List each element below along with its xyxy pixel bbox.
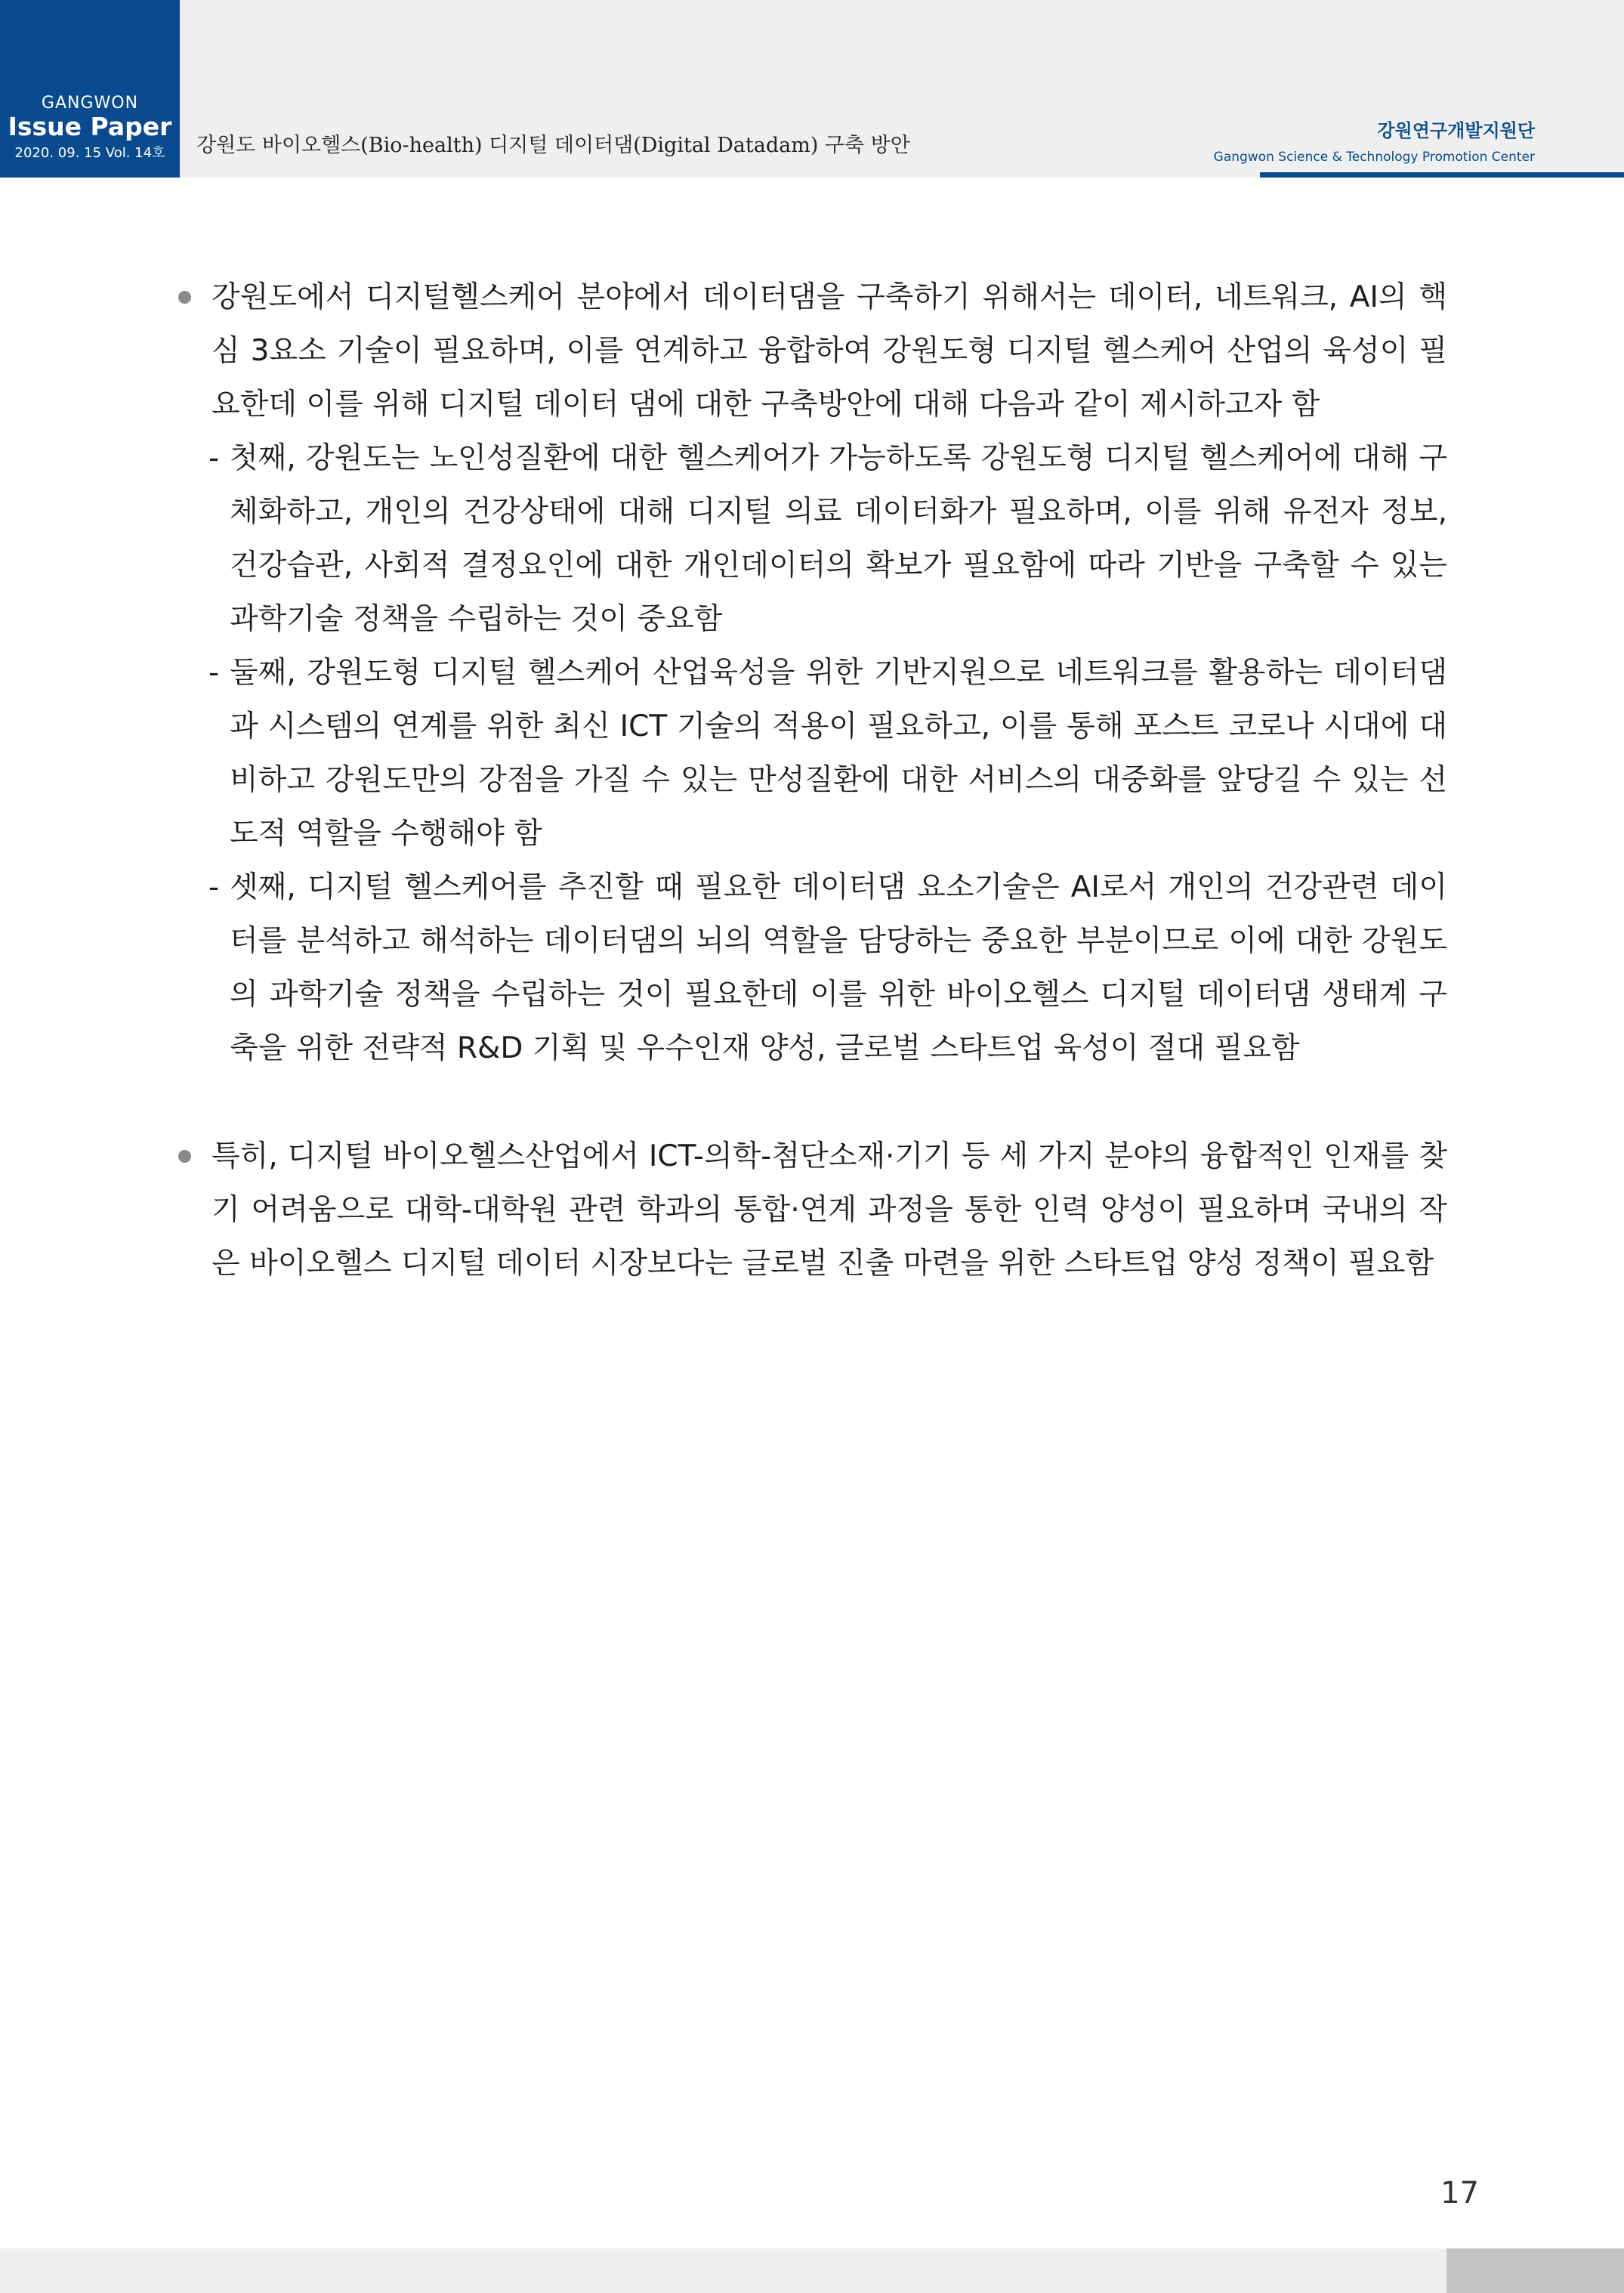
paragraph-gap — [178, 1075, 1447, 1130]
organization-name: 강원연구개발지원단 — [1377, 120, 1535, 141]
dash-marker: - — [208, 441, 220, 475]
series-label: Issue Paper — [8, 112, 172, 141]
issue-date: 2020. 09. 15 Vol. 14호 — [14, 145, 165, 161]
dash-marker: - — [208, 656, 220, 690]
dash-marker: - — [208, 870, 220, 904]
document-title: 강원도 바이오헬스(Bio-health) 디지털 데이터댐(Digital Datadam) 구축 방안 — [196, 134, 910, 157]
footer-tab — [1446, 2248, 1624, 2293]
sub-item-text: 둘째, 강원도형 디지털 헬스케어 산업육성을 위한 기반지원으로 네트워크를 활용하는 데이터댐과 시스템의 연계를 위한 최신 ICT 기술의 적용이 필요하고, 이를 통해 포스트 코로나 시대에 대비하고 강원도만의 강점을 가질 수 있는 만성질환에 대한 서비스의 대중화를 앞당길 수 있는 선도적 역할을 수행해야 함 — [230, 656, 1447, 851]
bullet-text: 강원도에서 디지털헬스케어 분야에서 데이터댐을 구축하기 위해서는 데이터, 네트워크, AI의 핵심 3요소 기술이 필요하며, 이를 연계하고 융합하여 강원도형 디지털 헬스케어 산업의 육성이 필요한데 이를 위해 디지털 데이터 댐에 대한 구축방안에 대해 다음과 같이 제시하고자 함 — [211, 280, 1447, 422]
page-number: 17 — [1440, 2176, 1479, 2211]
bullet-paragraph — [178, 270, 1447, 431]
organization-english-name: Gangwon Science & Technology Promotion Center — [1213, 150, 1535, 165]
sub-item — [178, 646, 1447, 861]
brand-label: GANGWON — [41, 94, 139, 113]
issue-paper-badge — [0, 0, 180, 178]
bullet-paragraph — [178, 1130, 1447, 1290]
bullet-icon — [178, 1150, 191, 1163]
sub-item — [178, 861, 1447, 1075]
organization — [1214, 116, 1535, 165]
sub-item — [178, 431, 1447, 646]
sub-item-text: 셋째, 디지털 헬스케어를 추진할 때 필요한 데이터댐 요소기술은 AI로서 개인의 건강관련 데이터를 분석하고 해석하는 데이터댐의 뇌의 역할을 담당하는 중요한 부분이므로 이에 대한 강원도의 과학기술 정책을 수립하는 것이 필요한데 이를 위한 바이오헬스 디지털 데이터댐 생태계 구축을 위한 전략적 R&D 기획 및 우수인재 양성, 글로벌 스타트업 육성이 절대 필요함 — [230, 870, 1447, 1065]
sub-item-text: 첫째, 강원도는 노인성질환에 대한 헬스케어가 가능하도록 강원도형 디지털 헬스케어에 대해 구체화하고, 개인의 건강상태에 대해 디지털 의료 데이터화가 필요하며, 이를 위해 유전자 정보, 건강습관, 사회적 결정요인에 대한 개인데이터의 확보가 필요함에 따라 기반을 구축할 수 있는 과학기술 정책을 수립하는 것이 중요함 — [230, 441, 1447, 636]
main-content — [178, 270, 1447, 1290]
bullet-text: 특히, 디지털 바이오헬스산업에서 ICT-의학-첨단소재·기기 등 세 가지 분야의 융합적인 인재를 찾기 어려움으로 대학-대학원 관련 학과의 통합·연계 과정을 통한 인력 양성이 필요하며 국내의 작은 바이오헬스 디지털 데이터 시장보다는 글로벌 진출 마련을 위한 스타트업 양성 정책이 필요함 — [211, 1139, 1447, 1281]
footer-bar — [0, 2248, 1624, 2293]
bullet-icon — [178, 291, 191, 304]
page-header — [0, 0, 1624, 178]
header-accent-rule — [1260, 172, 1624, 178]
